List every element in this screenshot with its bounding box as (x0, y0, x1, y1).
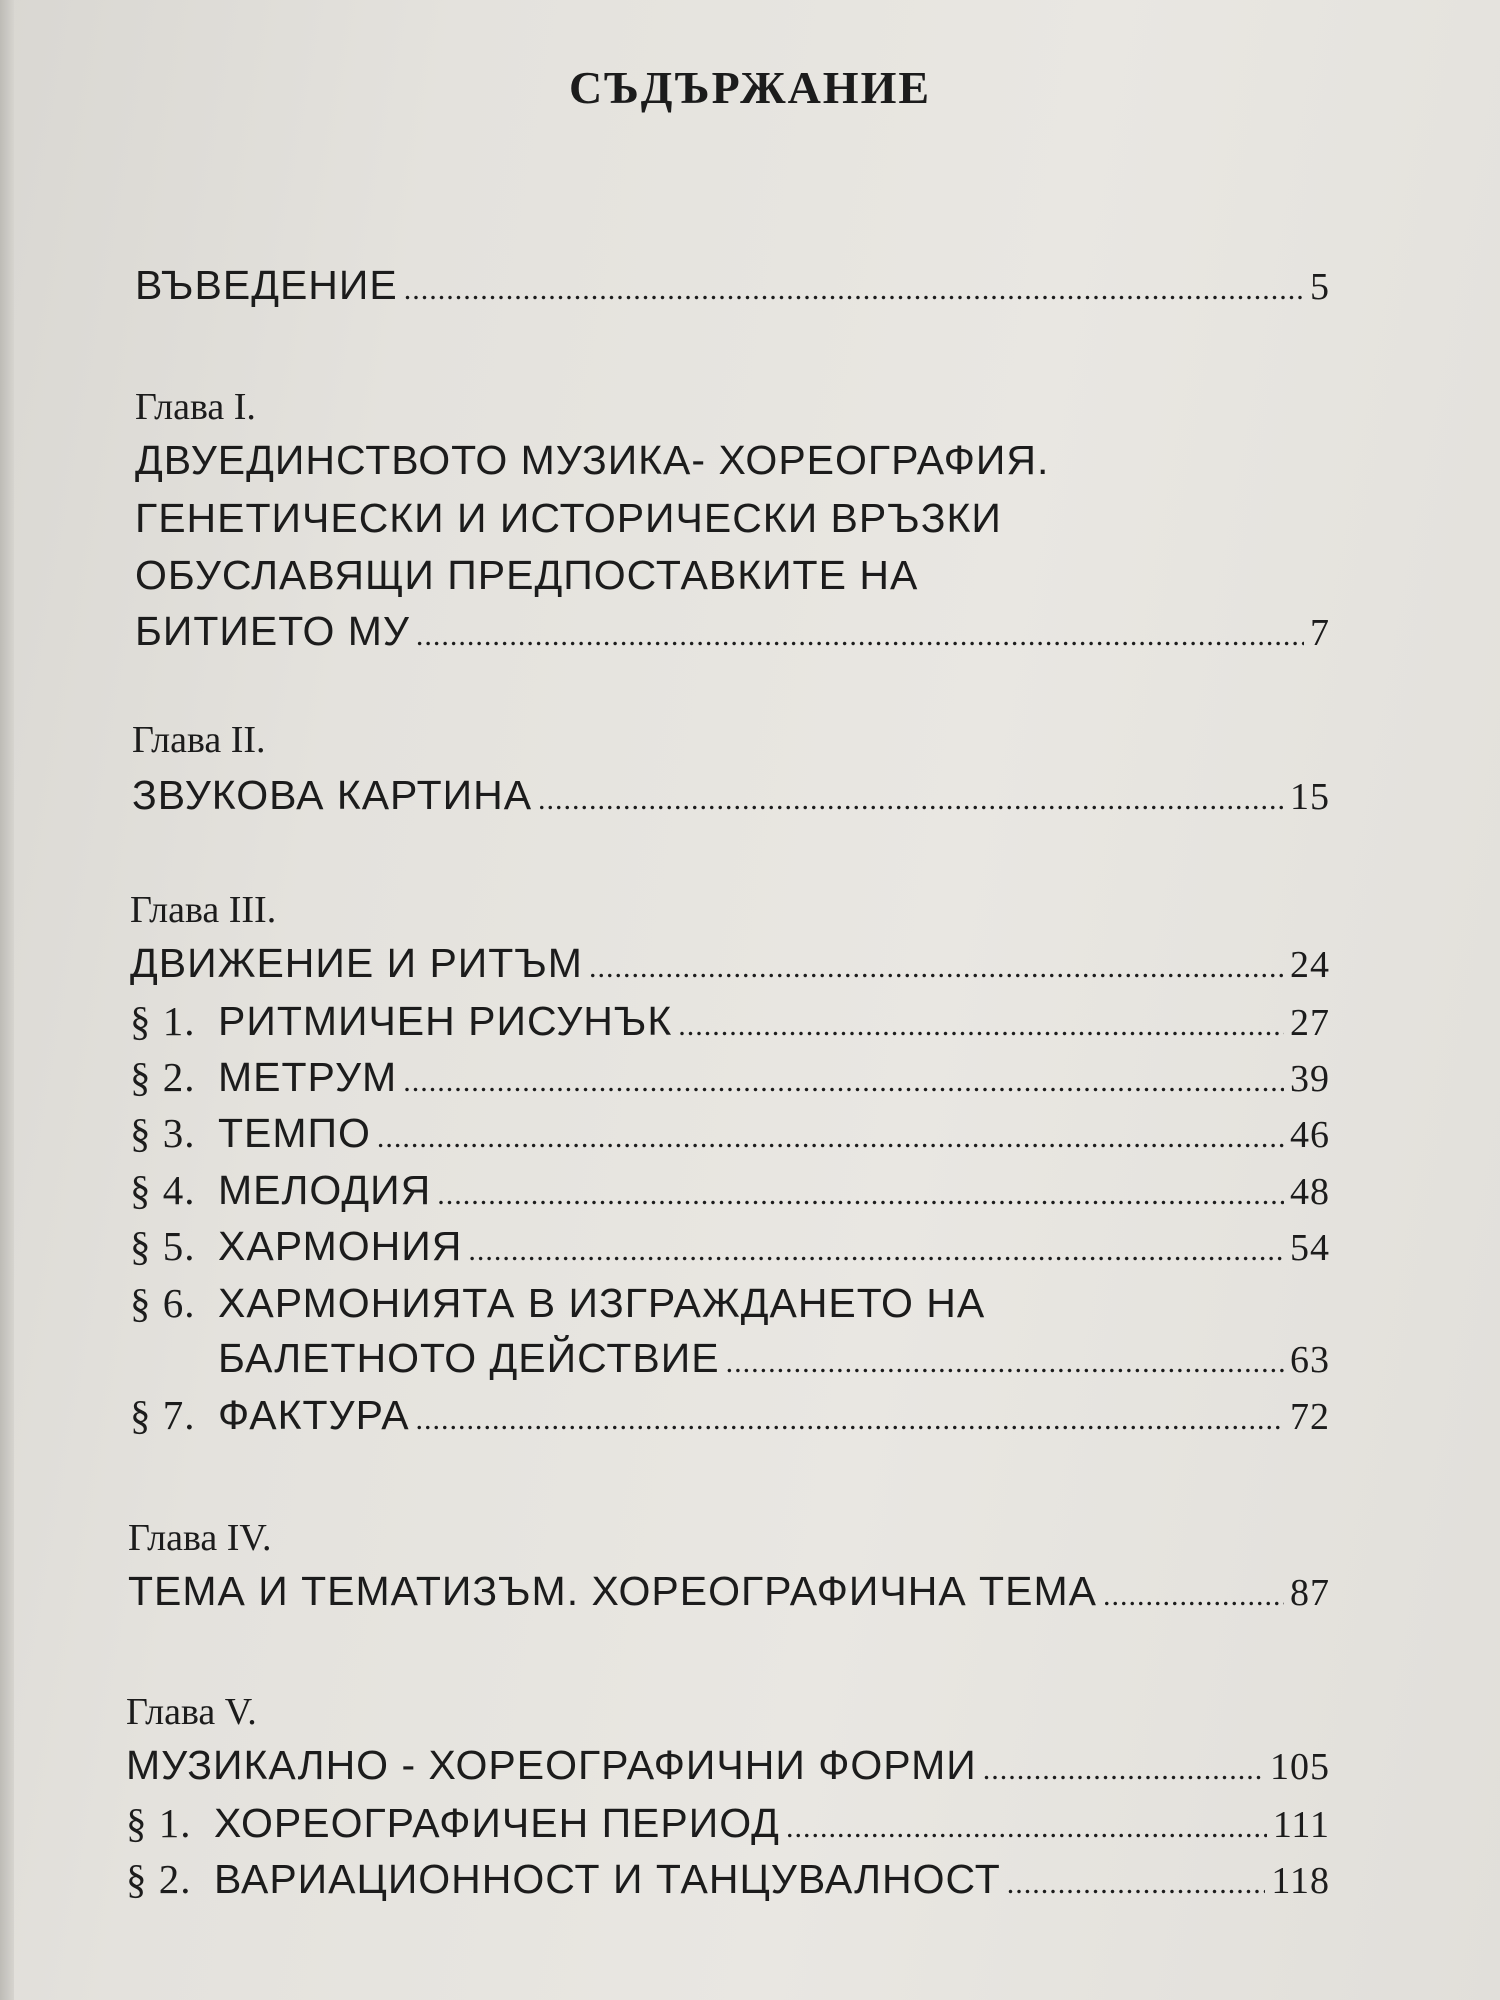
toc-page-number: 48 (1290, 1171, 1330, 1213)
toc-section-entry (130, 1166, 1330, 1214)
toc-entry-label: ОБУСЛАВЯЩИ ПРЕДПОСТАВКИТЕ НА (135, 552, 919, 598)
toc-entry-label: ТЕМПО (218, 1110, 371, 1156)
toc-page-number: 105 (1270, 1746, 1330, 1788)
toc-entry-label: ГЕНЕТИЧЕСКИ И ИСТОРИЧЕСКИ ВРЪЗКИ (135, 495, 1002, 541)
toc-page-number: 72 (1290, 1396, 1330, 1438)
toc-page-number: 63 (1290, 1339, 1330, 1381)
toc-section-entry (130, 1053, 1330, 1101)
section-number: § 2. (130, 1054, 196, 1100)
toc-entry-label: ДВИЖЕНИЕ И РИТЪМ (130, 940, 583, 986)
toc-page-number: 46 (1290, 1114, 1330, 1156)
toc-entry-line (135, 552, 918, 599)
section-number: § 4. (130, 1167, 196, 1213)
toc-entry-label: МЕЛОДИЯ (218, 1167, 432, 1213)
toc-page-number: 111 (1272, 1804, 1330, 1846)
toc-page-number: 15 (1290, 776, 1330, 818)
leader-dots (786, 1811, 1267, 1845)
leader-dots (377, 1121, 1284, 1155)
toc-entry-line (135, 495, 1002, 542)
leader-dots (403, 1065, 1284, 1099)
leader-dots (678, 1009, 1284, 1043)
toc-entry-introduction (135, 262, 1330, 309)
toc-page-number: 87 (1290, 1572, 1330, 1614)
toc-entry-label: БИТИЕТО МУ (135, 608, 410, 654)
leader-dots (1103, 1579, 1284, 1613)
leader-dots (416, 1403, 1284, 1437)
toc-page-number: 27 (1290, 1002, 1330, 1044)
section-number: § 6. (130, 1280, 196, 1326)
leader-dots (983, 1753, 1264, 1787)
chapter-label: Глава I. (135, 386, 256, 428)
toc-section-entry (126, 1855, 1330, 1903)
toc-page-number: 54 (1290, 1227, 1330, 1269)
toc-entry-label: МЕТРУМ (218, 1054, 398, 1100)
leader-dots (468, 1234, 1284, 1268)
section-number: § 1. (130, 998, 196, 1044)
toc-section-entry-continued (218, 1335, 1330, 1382)
chapter-label: Глава II. (132, 719, 266, 761)
leader-dots (437, 1178, 1284, 1212)
toc-entry-label: ХАРМОНИЯТА В ИЗГРАЖДАНЕТО НА (218, 1280, 986, 1326)
leader-dots (589, 951, 1284, 985)
leader-dots (1007, 1867, 1266, 1901)
leader-dots (404, 273, 1304, 307)
section-number: § 7. (130, 1392, 196, 1438)
toc-section-entry (130, 1279, 985, 1327)
chapter-label: Глава V. (126, 1691, 257, 1733)
toc-section-entry (130, 997, 1330, 1045)
toc-page-number: 39 (1290, 1058, 1330, 1100)
leader-dots (726, 1346, 1284, 1380)
toc-section-entry (130, 1222, 1330, 1270)
toc-entry-label: ДВУЕДИНСТВОТО МУЗИКА- ХОРЕОГРАФИЯ. (135, 437, 1050, 483)
toc-entry-label: ВЪВЕДЕНИЕ (135, 262, 398, 308)
toc-entry-chapter-3 (130, 940, 1330, 987)
toc-entry-label: БАЛЕТНОТО ДЕЙСТВИЕ (218, 1335, 720, 1381)
toc-entry-label: ФАКТУРА (218, 1392, 410, 1438)
toc-entry-label: ВАРИАЦИОННОСТ И ТАНЦУВАЛНОСТ (214, 1856, 1001, 1902)
chapter-label: Глава IV. (128, 1517, 272, 1559)
toc-entry-label: МУЗИКАЛНО - ХОРЕОГРАФИЧНИ ФОРМИ (126, 1742, 977, 1788)
toc-entry-label: ЗВУКОВА КАРТИНА (132, 772, 533, 818)
section-number: § 5. (130, 1223, 196, 1269)
toc-page-number: 118 (1271, 1860, 1330, 1902)
toc-entry-label: РИТМИЧЕН РИСУНЪК (218, 998, 673, 1044)
toc-page-number: 5 (1310, 266, 1330, 308)
page-title: СЪДЪРЖАНИЕ (568, 61, 932, 113)
toc-entry-chapter-2 (132, 772, 1330, 819)
toc-entry-line (135, 437, 1049, 484)
section-number: § 3. (130, 1110, 196, 1156)
toc-entry-label: ТЕМА И ТЕМАТИЗЪМ. ХОРЕОГРАФИЧНА ТЕМА (128, 1568, 1097, 1614)
toc-section-entry (130, 1391, 1330, 1439)
toc-entry-chapter-1 (135, 608, 1330, 655)
toc-section-entry (130, 1109, 1330, 1157)
toc-entry-label: ХОРЕОГРАФИЧЕН ПЕРИОД (214, 1800, 780, 1846)
toc-entry-chapter-4 (128, 1568, 1330, 1615)
section-number: § 1. (126, 1800, 192, 1846)
toc-entry-label: ХАРМОНИЯ (218, 1223, 463, 1269)
section-number: § 2. (126, 1856, 192, 1902)
leader-dots (538, 783, 1284, 817)
toc-page-number: 24 (1290, 944, 1330, 986)
toc-section-entry (126, 1799, 1330, 1847)
toc-entry-chapter-5 (126, 1742, 1330, 1789)
toc-page-number: 7 (1310, 612, 1330, 654)
chapter-label: Глава III. (130, 889, 277, 931)
leader-dots (416, 619, 1304, 653)
